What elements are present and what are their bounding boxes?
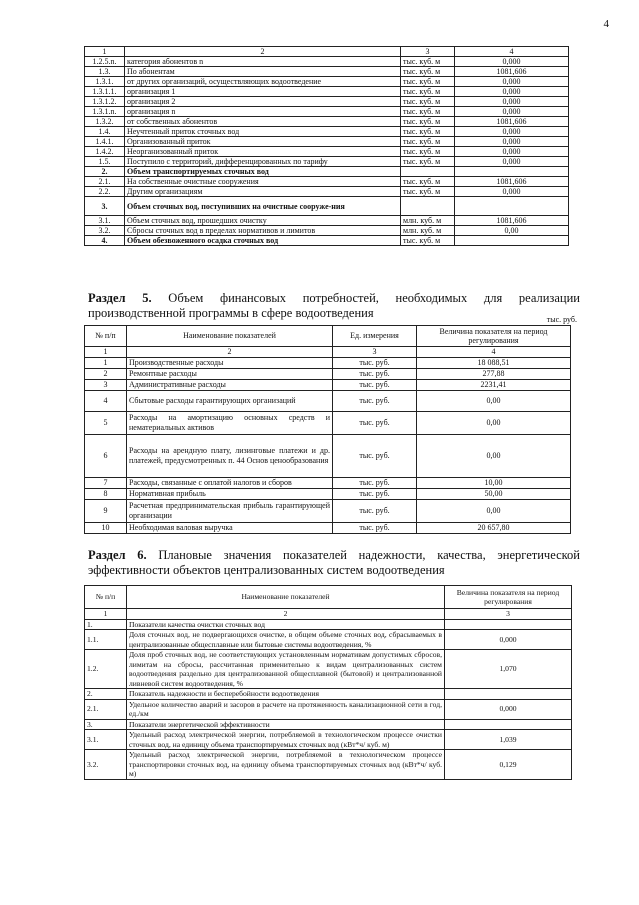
row-unit: тыс. руб. [333, 434, 417, 477]
table-row [85, 379, 571, 390]
section5-title-text: Объем финансовых потребностей, необходимых для реализации производственной программы в сфере водоотведения [88, 291, 580, 320]
row-name: Объем сточных вод, прошедших очистку [125, 216, 401, 226]
table-row [85, 689, 572, 700]
row-name: Объем обезвоженного осадка сточных вод [125, 236, 401, 246]
table-row [85, 619, 572, 630]
column-number: 1 [85, 609, 127, 620]
row-name: Доля проб сточных вод, не соответствующих установленным нормативам допустимых сбросов, лимитам на сбросы, рассчитанная применительно к видам централизованных систем водоотведения раздельно для централизованной общесплавной (бытовой) и централизованной ливневой систем водоотведения, % [127, 650, 445, 689]
row-number: 3.1. [85, 730, 127, 750]
row-value: 1081,606 [455, 67, 569, 77]
row-value: 1081,606 [455, 216, 569, 226]
row-value: 0,00 [455, 226, 569, 236]
page-number: 4 [603, 18, 609, 30]
row-value [445, 719, 572, 730]
reliability-indicators-table [84, 585, 572, 780]
row-number: 1.4.1. [85, 137, 125, 147]
column-header: № п/п [85, 586, 127, 609]
row-name: Расходы на амортизацию основных средств и нематериальных активов [127, 411, 333, 434]
column-number: 4 [455, 47, 569, 57]
row-value [455, 167, 569, 177]
table-row [85, 57, 569, 67]
row-unit: тыс. куб. м [401, 137, 455, 147]
row-number: 3.2. [85, 226, 125, 236]
table-row [85, 226, 569, 236]
row-number: 1.4. [85, 127, 125, 137]
row-unit [401, 167, 455, 177]
row-number: 2. [85, 689, 127, 700]
row-unit: тыс. руб. [333, 488, 417, 499]
row-name: Расчетная предпринимательская прибыль гарантирующей организации [127, 499, 333, 522]
row-number: 5 [85, 411, 127, 434]
row-name: Показатели качества очистки сточных вод [127, 619, 445, 630]
row-value: 1,070 [445, 650, 572, 689]
row-number: 6 [85, 434, 127, 477]
row-unit: тыс. руб. [333, 379, 417, 390]
column-header: № п/п [85, 326, 127, 347]
row-unit: тыс. куб. м [401, 67, 455, 77]
row-value: 0,00 [417, 434, 571, 477]
wastewater-volume-table [84, 46, 569, 246]
row-number: 3.2. [85, 750, 127, 780]
column-number: 3 [333, 347, 417, 358]
row-unit: млн. куб. м [401, 226, 455, 236]
row-number: 1.3.1.n. [85, 107, 125, 117]
row-name: от других организаций, осуществляющих водоотведение [125, 77, 401, 87]
row-name: от собственных абонентов [125, 117, 401, 127]
row-name: Другим организациям [125, 187, 401, 197]
table-row [85, 107, 569, 117]
table-row [85, 167, 569, 177]
row-number: 3. [85, 197, 125, 216]
column-numbers-row [85, 609, 572, 620]
row-name: Неучтенный приток сточных вод [125, 127, 401, 137]
row-number: 2.1. [85, 177, 125, 187]
row-name: организация 1 [125, 87, 401, 97]
table-header-row [85, 326, 571, 347]
row-name: Ремонтные расходы [127, 368, 333, 379]
column-header: Величина показателя на период регулирования [445, 586, 572, 609]
row-unit: тыс. руб. [333, 368, 417, 379]
row-number: 1.3.1.2. [85, 97, 125, 107]
table-row [85, 97, 569, 107]
section5-title [88, 291, 580, 321]
row-name: По абонентам [125, 67, 401, 77]
row-name: Показатели энергетической эффективности [127, 719, 445, 730]
row-number: 4 [85, 390, 127, 411]
row-value: 0,000 [455, 137, 569, 147]
row-number: 2.2. [85, 187, 125, 197]
section6-title-text: Плановые значения показателей надежности, качества, энергетической эффективности объектов централизованных систем водоотведения [88, 548, 580, 577]
row-name: Объем транспортируемых сточных вод [125, 167, 401, 177]
row-value: 0,000 [445, 699, 572, 719]
table-row [85, 699, 572, 719]
column-number: 4 [417, 347, 571, 358]
row-value: 0,000 [455, 57, 569, 67]
row-value: 0,000 [455, 157, 569, 167]
table-row [85, 499, 571, 522]
table-row [85, 434, 571, 477]
row-value: 1081,606 [455, 177, 569, 187]
table-row [85, 67, 569, 77]
row-number: 7 [85, 477, 127, 488]
row-value: 10,00 [417, 477, 571, 488]
column-header: Ед. измерения [333, 326, 417, 347]
row-number: 1.3.1. [85, 77, 125, 87]
column-number: 2 [125, 47, 401, 57]
column-header: Наименование показателей [127, 586, 445, 609]
row-name: Административные расходы [127, 379, 333, 390]
row-value [445, 689, 572, 700]
row-value: 50,00 [417, 488, 571, 499]
column-header: Наименование показателей [127, 326, 333, 347]
table-row [85, 117, 569, 127]
row-number: 1.5. [85, 157, 125, 167]
row-name: Сбросы сточных вод в пределах нормативов и лимитов [125, 226, 401, 236]
row-name: Организованный приток [125, 137, 401, 147]
row-unit: тыс. куб. м [401, 107, 455, 117]
row-name: организация 2 [125, 97, 401, 107]
row-number: 1.4.2. [85, 147, 125, 157]
table-row [85, 368, 571, 379]
row-name: Доля сточных вод, не подвергающихся очистке, в общем объеме сточных вод, сбрасываемых в централизованные общесплавные или бытовые системы водоотведения, % [127, 630, 445, 650]
column-number: 3 [401, 47, 455, 57]
row-unit: тыс. руб. [333, 499, 417, 522]
row-unit: тыс. куб. м [401, 127, 455, 137]
column-numbers-row [85, 347, 571, 358]
row-unit: тыс. куб. м [401, 97, 455, 107]
table-header-row [85, 47, 569, 57]
table-row [85, 177, 569, 187]
row-value: 0,129 [445, 750, 572, 780]
row-value: 1081,606 [455, 117, 569, 127]
row-value: 0,000 [455, 147, 569, 157]
row-unit [401, 197, 455, 216]
row-value [455, 197, 569, 216]
column-number: 2 [127, 347, 333, 358]
row-unit: тыс. руб. [333, 357, 417, 368]
row-value: 0,000 [455, 187, 569, 197]
row-unit: тыс. куб. м [401, 147, 455, 157]
table-row [85, 87, 569, 97]
row-unit: тыс. руб. [333, 477, 417, 488]
table-row [85, 197, 569, 216]
row-number: 3 [85, 379, 127, 390]
row-name: Удельный расход электрической энергии, потребляемой в технологическом процессе транспортировки сточных вод, на единицу объема транспортируемых сточных вод (кВт*ч/ куб. м) [127, 750, 445, 780]
table-row [85, 477, 571, 488]
table-row [85, 411, 571, 434]
section6-title [88, 548, 580, 578]
table-row [85, 137, 569, 147]
row-value [455, 236, 569, 246]
table-row [85, 630, 572, 650]
column-number: 3 [445, 609, 572, 620]
row-number: 1.3.1.1. [85, 87, 125, 97]
row-name: Поступило с территорий, дифференцированных по тарифу [125, 157, 401, 167]
row-value: 2231,41 [417, 379, 571, 390]
row-value: 0,000 [455, 77, 569, 87]
table-row [85, 157, 569, 167]
financial-needs-table [84, 325, 571, 534]
column-header: Величина показателя на период регулирования [417, 326, 571, 347]
table-row [85, 719, 572, 730]
row-value: 0,00 [417, 499, 571, 522]
row-value: 0,000 [455, 97, 569, 107]
column-number: 2 [127, 609, 445, 620]
row-value: 20 657,80 [417, 522, 571, 533]
row-unit: тыс. куб. м [401, 187, 455, 197]
table-row [85, 390, 571, 411]
table-row [85, 147, 569, 157]
row-number: 1.1. [85, 630, 127, 650]
row-name: Расходы на арендную плату, лизинговые платежи и др. платежей, предусмотренных п. 44 Основ ценообразования [127, 434, 333, 477]
row-number: 1.2. [85, 650, 127, 689]
row-unit: тыс. руб. [333, 411, 417, 434]
row-name: Производственные расходы [127, 357, 333, 368]
row-number: 1.3.2. [85, 117, 125, 127]
row-value: 18 088,51 [417, 357, 571, 368]
table-row [85, 357, 571, 368]
row-number: 1. [85, 619, 127, 630]
row-name: Показатель надежности и бесперебойности водоотведения [127, 689, 445, 700]
row-value: 0,00 [417, 411, 571, 434]
row-value: 0,000 [455, 107, 569, 117]
row-name: Неорганизованный приток [125, 147, 401, 157]
row-number: 1 [85, 357, 127, 368]
row-value: 0,00 [417, 390, 571, 411]
row-name: Необходимая валовая выручка [127, 522, 333, 533]
table-row [85, 650, 572, 689]
row-value: 277,88 [417, 368, 571, 379]
row-name: Сбытовые расходы гарантирующих организаций [127, 390, 333, 411]
table-row [85, 127, 569, 137]
row-name: организация n [125, 107, 401, 117]
column-number: 1 [85, 347, 127, 358]
row-unit: тыс. куб. м [401, 57, 455, 67]
row-value [445, 619, 572, 630]
table-row [85, 750, 572, 780]
table-row [85, 522, 571, 533]
row-unit: млн. куб. м [401, 216, 455, 226]
table-row [85, 216, 569, 226]
row-name: категория абонентов n [125, 57, 401, 67]
section5-title-bold: Раздел 5. [88, 291, 152, 305]
row-number: 1.2.5.n. [85, 57, 125, 67]
row-number: 4. [85, 236, 125, 246]
table-row [85, 730, 572, 750]
row-name: Объем сточных вод, поступивших на очистные сооруже-ния [125, 197, 401, 216]
row-value: 0,000 [445, 630, 572, 650]
section5-unit-note: тыс. руб. [546, 315, 577, 324]
row-number: 8 [85, 488, 127, 499]
table-row [85, 187, 569, 197]
table-row [85, 488, 571, 499]
row-number: 2 [85, 368, 127, 379]
row-unit: тыс. куб. м [401, 236, 455, 246]
table-row [85, 236, 569, 246]
row-unit: тыс. руб. [333, 522, 417, 533]
row-unit: тыс. руб. [333, 390, 417, 411]
row-unit: тыс. куб. м [401, 117, 455, 127]
row-name: Расходы, связанные с оплатой налогов и сборов [127, 477, 333, 488]
row-name: Удельный расход электрической энергии, потребляемой в технологическом процессе очистки сточных вод, на единицу объема транспортируемых сточных вод (кВт*ч/ куб. м) [127, 730, 445, 750]
row-number: 10 [85, 522, 127, 533]
row-unit: тыс. куб. м [401, 77, 455, 87]
row-name: Нормативная прибыль [127, 488, 333, 499]
table-row [85, 77, 569, 87]
row-value: 0,000 [455, 127, 569, 137]
row-unit: тыс. куб. м [401, 157, 455, 167]
row-number: 3. [85, 719, 127, 730]
row-value: 1,039 [445, 730, 572, 750]
row-number: 2. [85, 167, 125, 177]
table-header-row [85, 586, 572, 609]
row-value: 0,000 [455, 87, 569, 97]
row-unit: тыс. куб. м [401, 87, 455, 97]
column-number: 1 [85, 47, 125, 57]
row-number: 3.1. [85, 216, 125, 226]
row-unit: тыс. куб. м [401, 177, 455, 187]
row-number: 1.3. [85, 67, 125, 77]
row-number: 9 [85, 499, 127, 522]
row-name: На собственные очистные сооружения [125, 177, 401, 187]
row-name: Удельное количество аварий и засоров в расчете на протяженность канализационной сети в год, ед./км [127, 699, 445, 719]
row-number: 2.1. [85, 699, 127, 719]
section6-title-bold: Раздел 6. [88, 548, 147, 562]
